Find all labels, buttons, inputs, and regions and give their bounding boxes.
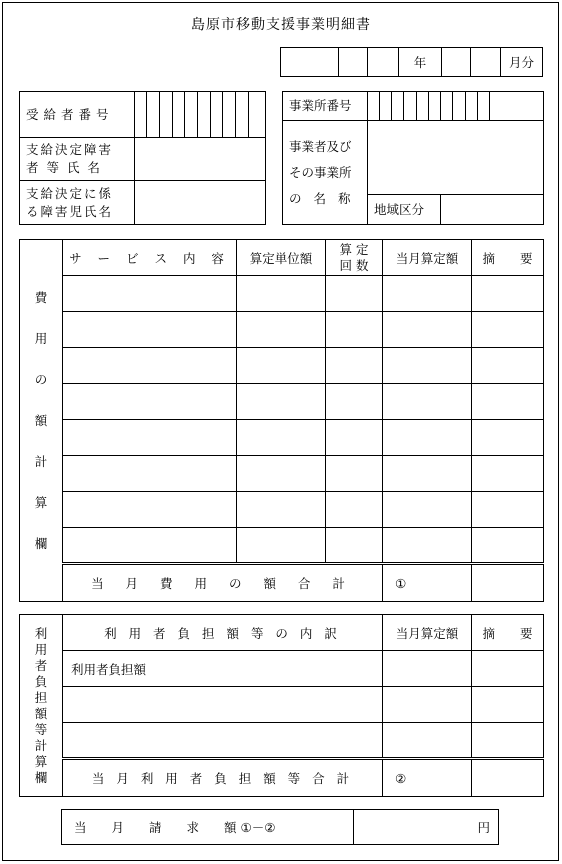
col-header-note: 摘 要: [472, 615, 544, 651]
service-cell[interactable]: [63, 312, 237, 348]
service-cell[interactable]: [63, 276, 237, 312]
month-label: 月分: [501, 48, 543, 77]
service-cell[interactable]: [63, 384, 237, 420]
table-row: [20, 276, 544, 312]
period-box: [280, 47, 543, 77]
unit-cell[interactable]: [237, 276, 326, 312]
table-row: [20, 687, 544, 723]
amount-cell[interactable]: [383, 312, 472, 348]
burden-side-label: 利 用 者 負 担 額 等 計 算 欄: [20, 615, 63, 797]
billing-label: 当 月 請 求 額 ①－②: [62, 810, 354, 845]
recipient-number-digit[interactable]: [160, 92, 173, 138]
amount-cell[interactable]: [383, 456, 472, 492]
provider-number-digit[interactable]: [417, 92, 429, 121]
recipient-number-digit[interactable]: [185, 92, 198, 138]
unit-cell[interactable]: [237, 492, 326, 528]
unit-cell[interactable]: [237, 348, 326, 384]
recipient-name-field[interactable]: [135, 138, 266, 181]
service-cell[interactable]: [63, 528, 237, 564]
provider-number-digit[interactable]: [380, 92, 392, 121]
col-header-service: サ ー ビ ス 内 容: [63, 240, 237, 276]
billing-amount-field[interactable]: [354, 810, 499, 845]
year-digit[interactable]: [368, 48, 399, 77]
table-row: [20, 723, 544, 759]
billing-formula: ①－②: [240, 820, 276, 835]
col-header-amount: 当月算定額: [383, 240, 472, 276]
burden-row-label: 利用者負担額: [63, 651, 383, 687]
service-cell[interactable]: [63, 456, 237, 492]
provider-number-digit[interactable]: [478, 92, 490, 121]
burden-total-note[interactable]: [472, 759, 544, 797]
cost-total-label: 当 月 費 用 の 額 合 計: [63, 564, 383, 602]
provider-number-digit[interactable]: [466, 92, 478, 121]
detail-cell[interactable]: [63, 687, 383, 723]
note-cell[interactable]: [472, 348, 544, 384]
note-cell[interactable]: [472, 528, 544, 564]
provider-number-digit[interactable]: [453, 92, 466, 121]
unit-cell[interactable]: [237, 456, 326, 492]
provider-name-label: 事業者及び その事業所 の 名 称: [283, 121, 368, 225]
cost-total-note[interactable]: [472, 564, 544, 602]
recipient-number-digit[interactable]: [147, 92, 160, 138]
provider-number-digit[interactable]: [490, 92, 544, 121]
col-header-amount: 当月算定額: [383, 615, 472, 651]
count-cell[interactable]: [326, 312, 383, 348]
recipient-number-label: 受給者番号: [20, 92, 135, 138]
recipient-name-label: 支給決定障害 者 等 氏 名: [20, 138, 135, 181]
note-cell[interactable]: [472, 687, 544, 723]
amount-cell[interactable]: [383, 687, 472, 723]
amount-cell[interactable]: [383, 276, 472, 312]
table-row: [20, 651, 544, 687]
amount-cell[interactable]: [383, 348, 472, 384]
cost-table: [19, 239, 544, 602]
recipient-number-digit[interactable]: [223, 92, 236, 138]
detail-cell[interactable]: [63, 723, 383, 759]
provider-number-digit[interactable]: [368, 92, 380, 121]
provider-number-digit[interactable]: [404, 92, 417, 121]
cost-total-mark: ①: [383, 564, 472, 602]
note-cell[interactable]: [472, 384, 544, 420]
note-cell[interactable]: [472, 492, 544, 528]
note-cell[interactable]: [472, 420, 544, 456]
note-cell[interactable]: [472, 723, 544, 759]
col-header-count: 算 定 回 数: [326, 240, 383, 276]
count-cell[interactable]: [326, 384, 383, 420]
unit-cell[interactable]: [237, 420, 326, 456]
service-cell[interactable]: [63, 420, 237, 456]
count-cell[interactable]: [326, 348, 383, 384]
table-row: [20, 420, 544, 456]
child-name-field[interactable]: [135, 181, 266, 225]
col-header-unit: 算定単位額: [237, 240, 326, 276]
service-cell[interactable]: [63, 492, 237, 528]
count-cell[interactable]: [326, 420, 383, 456]
month-digit[interactable]: [471, 48, 501, 77]
table-row: [20, 384, 544, 420]
recipient-number-digit[interactable]: [135, 92, 147, 138]
note-cell[interactable]: [472, 276, 544, 312]
note-cell[interactable]: [472, 312, 544, 348]
note-cell[interactable]: [472, 651, 544, 687]
provider-name-field[interactable]: [368, 121, 544, 195]
billing-box: [61, 809, 499, 845]
table-row: [20, 492, 544, 528]
child-name-label: 支給決定に係 る障害児氏名: [20, 181, 135, 225]
table-row: [20, 312, 544, 348]
amount-cell[interactable]: [383, 384, 472, 420]
provider-number-digit[interactable]: [429, 92, 441, 121]
document-title: 島原市移動支援事業明細書: [191, 17, 371, 33]
count-cell[interactable]: [326, 456, 383, 492]
note-cell[interactable]: [472, 456, 544, 492]
year-label: 年: [399, 48, 442, 77]
provider-number-digit[interactable]: [441, 92, 453, 121]
burden-total-mark: ②: [383, 759, 472, 797]
count-cell[interactable]: [326, 276, 383, 312]
unit-cell[interactable]: [237, 528, 326, 564]
amount-cell[interactable]: [383, 528, 472, 564]
amount-cell[interactable]: [383, 492, 472, 528]
year-input[interactable]: [281, 48, 339, 77]
cost-side-label: 費 用 の 額 計 算 欄: [20, 240, 63, 602]
unit-cell[interactable]: [237, 312, 326, 348]
burden-total-label: 当 月 利 用 者 負 担 額 等 合 計: [63, 759, 383, 797]
burden-table: [19, 614, 544, 797]
table-row: [20, 456, 544, 492]
region-label: 地域区分: [368, 195, 441, 225]
count-cell[interactable]: [326, 492, 383, 528]
col-header-detail: 利 用 者 負 担 額 等 の 内 訳: [63, 615, 383, 651]
provider-number-digit[interactable]: [392, 92, 404, 121]
unit-cell[interactable]: [237, 384, 326, 420]
year-digit[interactable]: [339, 48, 368, 77]
yen-unit: 円: [477, 820, 490, 835]
amount-cell[interactable]: [383, 420, 472, 456]
month-digit[interactable]: [442, 48, 471, 77]
amount-cell[interactable]: [383, 723, 472, 759]
recipient-number-digit[interactable]: [198, 92, 211, 138]
table-row: [20, 528, 544, 564]
service-cell[interactable]: [63, 348, 237, 384]
amount-cell[interactable]: [383, 651, 472, 687]
recipient-number-digit[interactable]: [173, 92, 185, 138]
provider-number-label: 事業所番号: [283, 92, 368, 121]
recipient-number-digit[interactable]: [211, 92, 223, 138]
recipient-number-digit[interactable]: [236, 92, 249, 138]
recipient-box: [19, 91, 266, 225]
table-row: [20, 348, 544, 384]
col-header-note: 摘 要: [472, 240, 544, 276]
count-cell[interactable]: [326, 528, 383, 564]
region-field[interactable]: [441, 195, 544, 225]
provider-box: [282, 91, 544, 225]
recipient-number-digit[interactable]: [249, 92, 266, 138]
